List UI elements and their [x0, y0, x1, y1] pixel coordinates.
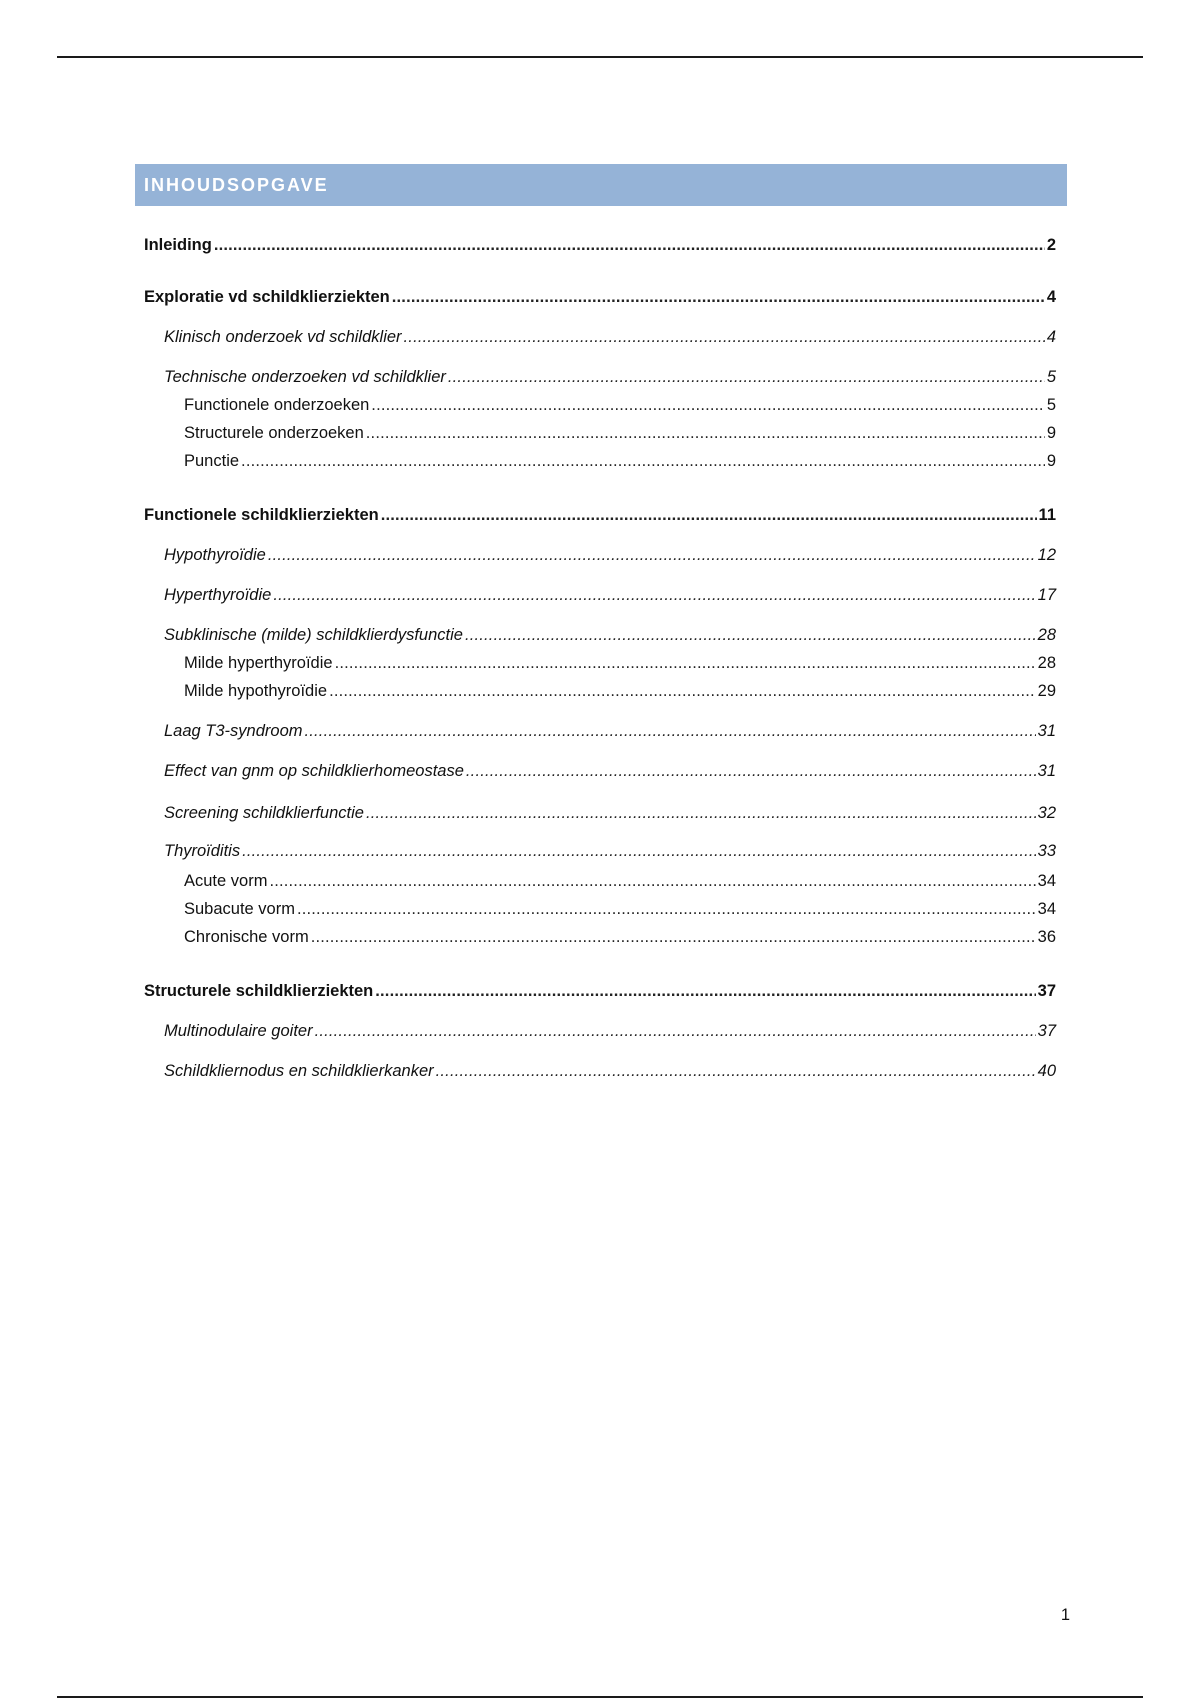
dot-leader [242, 840, 1036, 862]
toc-entry-page: 9 [1046, 452, 1056, 470]
toc-entry-title: Functionele onderzoeken [184, 396, 370, 414]
toc-entry-page: 33 [1037, 842, 1056, 860]
toc-entry-page: 32 [1037, 804, 1056, 822]
toc-entry-title: Milde hypothyroïdie [184, 682, 328, 700]
toc-entry-page: 34 [1037, 872, 1056, 890]
toc-entry[interactable] [144, 1020, 1056, 1042]
toc-entry[interactable] [144, 926, 1056, 948]
toc-entry[interactable] [144, 898, 1056, 920]
toc-entry-title: Klinisch onderzoek vd schildklier [164, 328, 402, 346]
toc-entry-page: 31 [1037, 722, 1056, 740]
toc-entry-title: Acute vorm [184, 872, 268, 890]
toc-entry-title: Exploratie vd schildklierziekten [144, 288, 390, 306]
toc-entry-title: Schildkliernodus en schildklierkanker [164, 1062, 434, 1080]
dot-leader [335, 652, 1036, 674]
toc-entry-title: Chronische vorm [184, 928, 309, 946]
dot-leader [436, 1060, 1036, 1082]
dot-leader [315, 1020, 1036, 1042]
toc-entry-title: Hyperthyroïdie [164, 586, 272, 604]
toc-entry-page: 28 [1037, 626, 1056, 644]
toc-entry-page: 37 [1037, 982, 1056, 1000]
toc-entry-page: 2 [1046, 236, 1056, 254]
toc-entry-page: 5 [1046, 368, 1056, 386]
dot-leader [466, 760, 1036, 782]
toc-entry[interactable] [144, 450, 1056, 472]
toc-entry[interactable] [144, 870, 1056, 892]
dot-leader [269, 870, 1035, 892]
dot-leader [268, 544, 1036, 566]
toc-heading: INHOUDSOPGAVE [144, 174, 329, 195]
toc-entry-title: Laag T3-syndroom [164, 722, 303, 740]
footer-rule [57, 1696, 1143, 1698]
toc-entry-page: 4 [1046, 288, 1056, 306]
toc-entry-title: Structurele schildklierziekten [144, 982, 374, 1000]
toc-entry-page: 28 [1037, 654, 1056, 672]
toc-entry-page: 5 [1046, 396, 1056, 414]
toc-entry-title: Thyroïditis [164, 842, 241, 860]
toc-entry-title: Functionele schildklierziekten [144, 506, 379, 524]
toc-entry-page: 34 [1037, 900, 1056, 918]
toc-entry-page: 17 [1037, 586, 1056, 604]
toc-entry[interactable] [144, 422, 1056, 444]
dot-leader [448, 366, 1045, 388]
toc-entry-page: 12 [1037, 546, 1056, 564]
toc-entry-title: Structurele onderzoeken [184, 424, 364, 442]
dot-leader [273, 584, 1035, 606]
toc-entry[interactable] [144, 760, 1056, 782]
toc-entry-title: Screening schildklierfunctie [164, 804, 364, 822]
toc-entry-title: Hypothyroïdie [164, 546, 266, 564]
toc-entry-title: Milde hyperthyroïdie [184, 654, 333, 672]
toc-entry-title: Effect van gnm op schildklierhomeostase [164, 762, 464, 780]
dot-leader [305, 720, 1036, 742]
toc-entry-title: Inleiding [144, 236, 212, 254]
toc-entry[interactable] [144, 394, 1056, 416]
header-rule [57, 56, 1143, 58]
dot-leader [404, 326, 1045, 348]
toc-entry-page: 36 [1037, 928, 1056, 946]
dot-leader [371, 394, 1045, 416]
dot-leader [392, 286, 1045, 308]
toc-entry[interactable] [144, 980, 1056, 1002]
toc-entry[interactable] [144, 286, 1056, 308]
toc-entry-page: 29 [1037, 682, 1056, 700]
toc-heading-bar [135, 164, 1067, 206]
dot-leader [297, 898, 1036, 920]
toc-entry-title: Subacute vorm [184, 900, 295, 918]
toc-entry[interactable] [144, 624, 1056, 646]
toc-entry-title: Technische onderzoeken vd schildklier [164, 368, 446, 386]
toc-entry[interactable] [144, 234, 1056, 256]
dot-leader [366, 422, 1045, 444]
toc-entry-page: 40 [1037, 1062, 1056, 1080]
dot-leader [366, 802, 1036, 824]
toc-entry[interactable] [144, 504, 1056, 526]
toc-entry-page: 31 [1037, 762, 1056, 780]
toc-entry-title: Multinodulaire goiter [164, 1022, 313, 1040]
toc-entry[interactable] [144, 720, 1056, 742]
page-number: 1 [1060, 1606, 1070, 1624]
toc-entry[interactable] [144, 366, 1056, 388]
toc-entry-page: 4 [1046, 328, 1056, 346]
toc-entry[interactable] [144, 326, 1056, 348]
dot-leader [311, 926, 1036, 948]
toc-entry[interactable] [144, 802, 1056, 824]
toc-entry-title: Subklinische (milde) schildklierdysfunctie [164, 626, 463, 644]
dot-leader [465, 624, 1036, 646]
toc-entry[interactable] [144, 840, 1056, 862]
toc-entry[interactable] [144, 652, 1056, 674]
toc-entry-page: 9 [1046, 424, 1056, 442]
toc-entry-title: Punctie [184, 452, 240, 470]
dot-leader [214, 234, 1045, 256]
toc-entry[interactable] [144, 680, 1056, 702]
dot-leader [381, 504, 1037, 526]
toc-entry-page: 11 [1038, 506, 1056, 524]
toc-entry[interactable] [144, 544, 1056, 566]
dot-leader [329, 680, 1036, 702]
dot-leader [375, 980, 1035, 1002]
toc-entry-page: 37 [1037, 1022, 1056, 1040]
toc-entry[interactable] [144, 1060, 1056, 1082]
dot-leader [241, 450, 1045, 472]
toc-entry[interactable] [144, 584, 1056, 606]
